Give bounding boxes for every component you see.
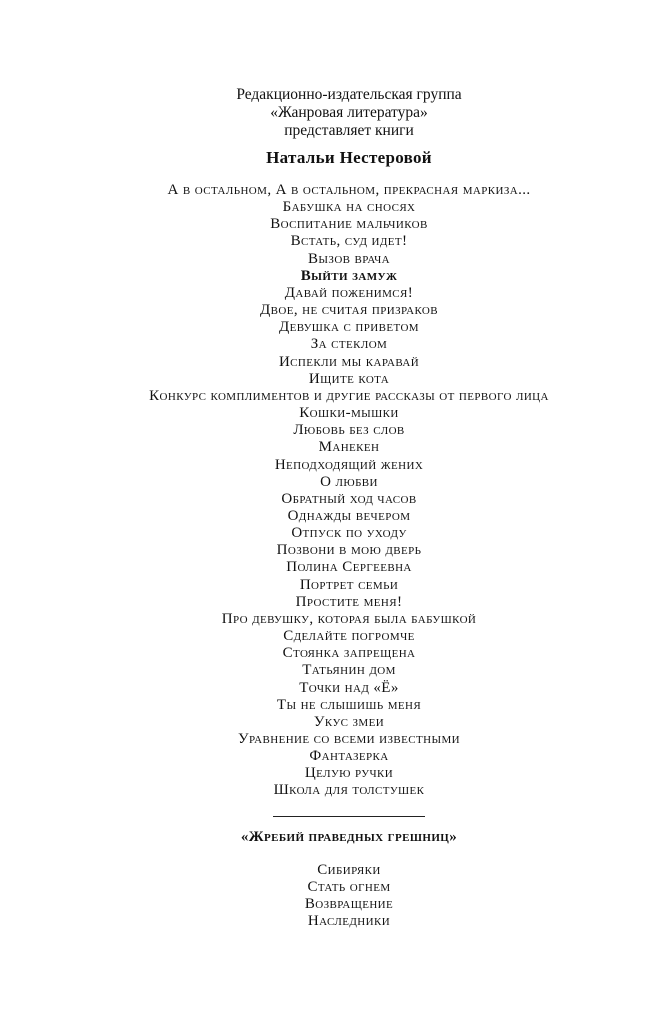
book-title: Портрет семьи	[299, 576, 399, 593]
book-title: Испекли мы каравай	[278, 353, 420, 370]
book-title: Стать огнем	[307, 879, 391, 896]
book-title: Татьянин дом	[302, 662, 396, 679]
book-list	[36, 182, 662, 800]
book-title: Школа для толстушек	[273, 782, 425, 799]
book-title: Девушка с приветом	[279, 319, 419, 336]
book-title: А в остальном, А в остальном, прекрасная маркиза...	[167, 182, 531, 198]
book-title: Возвращение	[304, 896, 394, 913]
book-title: Позвони в мою дверь	[276, 542, 422, 559]
book-title: Манекен	[318, 439, 380, 456]
book-title: Однажды вечером	[287, 507, 411, 524]
series-book-list	[36, 862, 662, 931]
divider	[273, 816, 425, 817]
book-title: За стеклом	[310, 336, 388, 353]
book-title: Отпуск по уходу	[291, 525, 407, 542]
book-title: Наследники	[307, 913, 391, 930]
intro-line-2: «Жанровая литература»	[270, 104, 428, 121]
book-title: Простите меня!	[295, 593, 403, 610]
publisher-intro	[36, 86, 662, 140]
book-title: Выйти замуж	[300, 267, 398, 284]
book-title: Конкурс комплиментов и другие рассказы от первого лица	[149, 387, 549, 404]
book-title: О любви	[320, 473, 378, 490]
intro-line-3: представляет книги	[284, 122, 414, 139]
book-title: Двое, не считая призраков	[259, 302, 439, 319]
book-title: Точки над «Ё»	[299, 679, 399, 696]
book-title: Ты не слышишь меня	[276, 696, 422, 713]
book-title: Давай поженимся!	[284, 284, 414, 301]
book-title: Неподходящий жених	[274, 456, 424, 473]
intro-line-1: Редакционно-издательская группа	[236, 86, 462, 103]
book-title: Полина Сергеевна	[286, 559, 412, 576]
book-title: Сибиряки	[317, 862, 381, 878]
book-title: Про девушку, которая была бабушкой	[221, 610, 477, 627]
book-title: Воспитание мальчиков	[270, 216, 428, 233]
book-title: Стоянка запрещена	[282, 645, 416, 662]
book-title: Целую ручки	[304, 765, 394, 782]
book-title: Любовь без слов	[293, 422, 405, 439]
book-title: Встать, суд идет!	[290, 233, 408, 250]
book-title: Ищите кота	[308, 370, 390, 387]
book-title: Кошки-мышки	[299, 405, 399, 422]
book-title: Фантазерка	[309, 748, 389, 765]
book-title: Укус змеи	[313, 713, 385, 730]
book-title: Уравнение со всеми известными	[238, 731, 460, 747]
book-title: Сделайте погромче	[283, 628, 415, 645]
author-name: Натальи Нестеровой	[266, 148, 432, 167]
book-title: Бабушка на сносях	[282, 199, 416, 216]
book-title: Обратный ход часов	[281, 490, 417, 507]
series-title: «Жребий праведных грешниц»	[240, 829, 458, 845]
book-title: Вызов врача	[308, 250, 390, 267]
